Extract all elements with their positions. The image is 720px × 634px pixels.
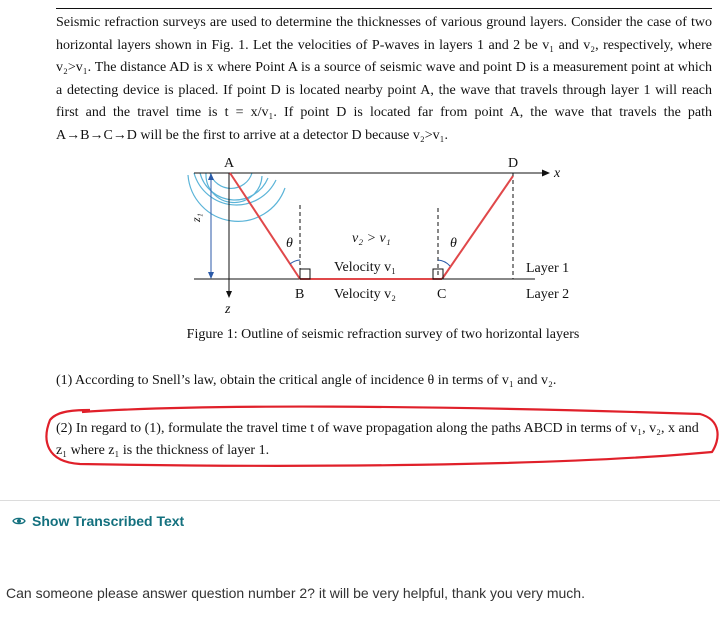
question-1: (1) According to Snell’s law, obtain the critical angle of incidence θ in terms of v₁ and v₂. bbox=[56, 373, 557, 388]
velocity2-label: Velocity v₂ bbox=[334, 287, 397, 302]
layer1-label: Layer 1 bbox=[526, 261, 570, 276]
show-transcribed-label: Show Transcribed Text bbox=[32, 513, 185, 529]
layer2-label: Layer 2 bbox=[526, 287, 570, 302]
show-transcribed-link[interactable] bbox=[12, 513, 184, 529]
velocity1-label: Velocity v₁ bbox=[334, 260, 397, 275]
label-theta-left: θ bbox=[286, 236, 293, 251]
label-z1: z₁ bbox=[189, 213, 203, 222]
label-d: D bbox=[508, 156, 519, 171]
question-2: (2) In regard to (1), formulate the travel time t of wave propagation along the paths ABCD in terms of v₁, v₂, x and z₁ where z₁ is the thickness of layer 1. bbox=[56, 421, 699, 458]
label-x: x bbox=[554, 166, 561, 181]
figure-caption: Figure 1: Outline of seismic refraction survey of two horizontal layers bbox=[186, 327, 580, 342]
label-z: z bbox=[225, 302, 231, 317]
label-c: C bbox=[437, 287, 447, 302]
label-theta-right: θ bbox=[450, 236, 457, 251]
relation-label: v₂ > v₁ bbox=[352, 231, 391, 246]
label-a: A bbox=[224, 156, 235, 171]
problem-paragraph: Seismic refraction surveys are used to determine the thicknesses of various ground layers. Consider the case of two horizontal layers shown in Fig. 1. Let the velocities of P-waves in layers 1 and 2 be v₁ and v₂, respectively, where v₂>v₁. The distance AD is x where Point A is a source of seismic wave and point D is a measurement point at which a detecting device is placed. If point D is located nearby point A, the wave that travels through layer 1 will reach first and the travel time is t = x/v₁. If point D is located far from point A, the wave that travels the path A→B→C→D will be the first to arrive at a detector D because v₂>v₁. bbox=[56, 15, 712, 143]
divider bbox=[0, 500, 720, 501]
user-question: Can someone please answer question number 2? it will be very helpful, thank you very much. bbox=[6, 585, 585, 601]
eye-icon bbox=[12, 516, 26, 526]
label-b: B bbox=[295, 287, 305, 302]
